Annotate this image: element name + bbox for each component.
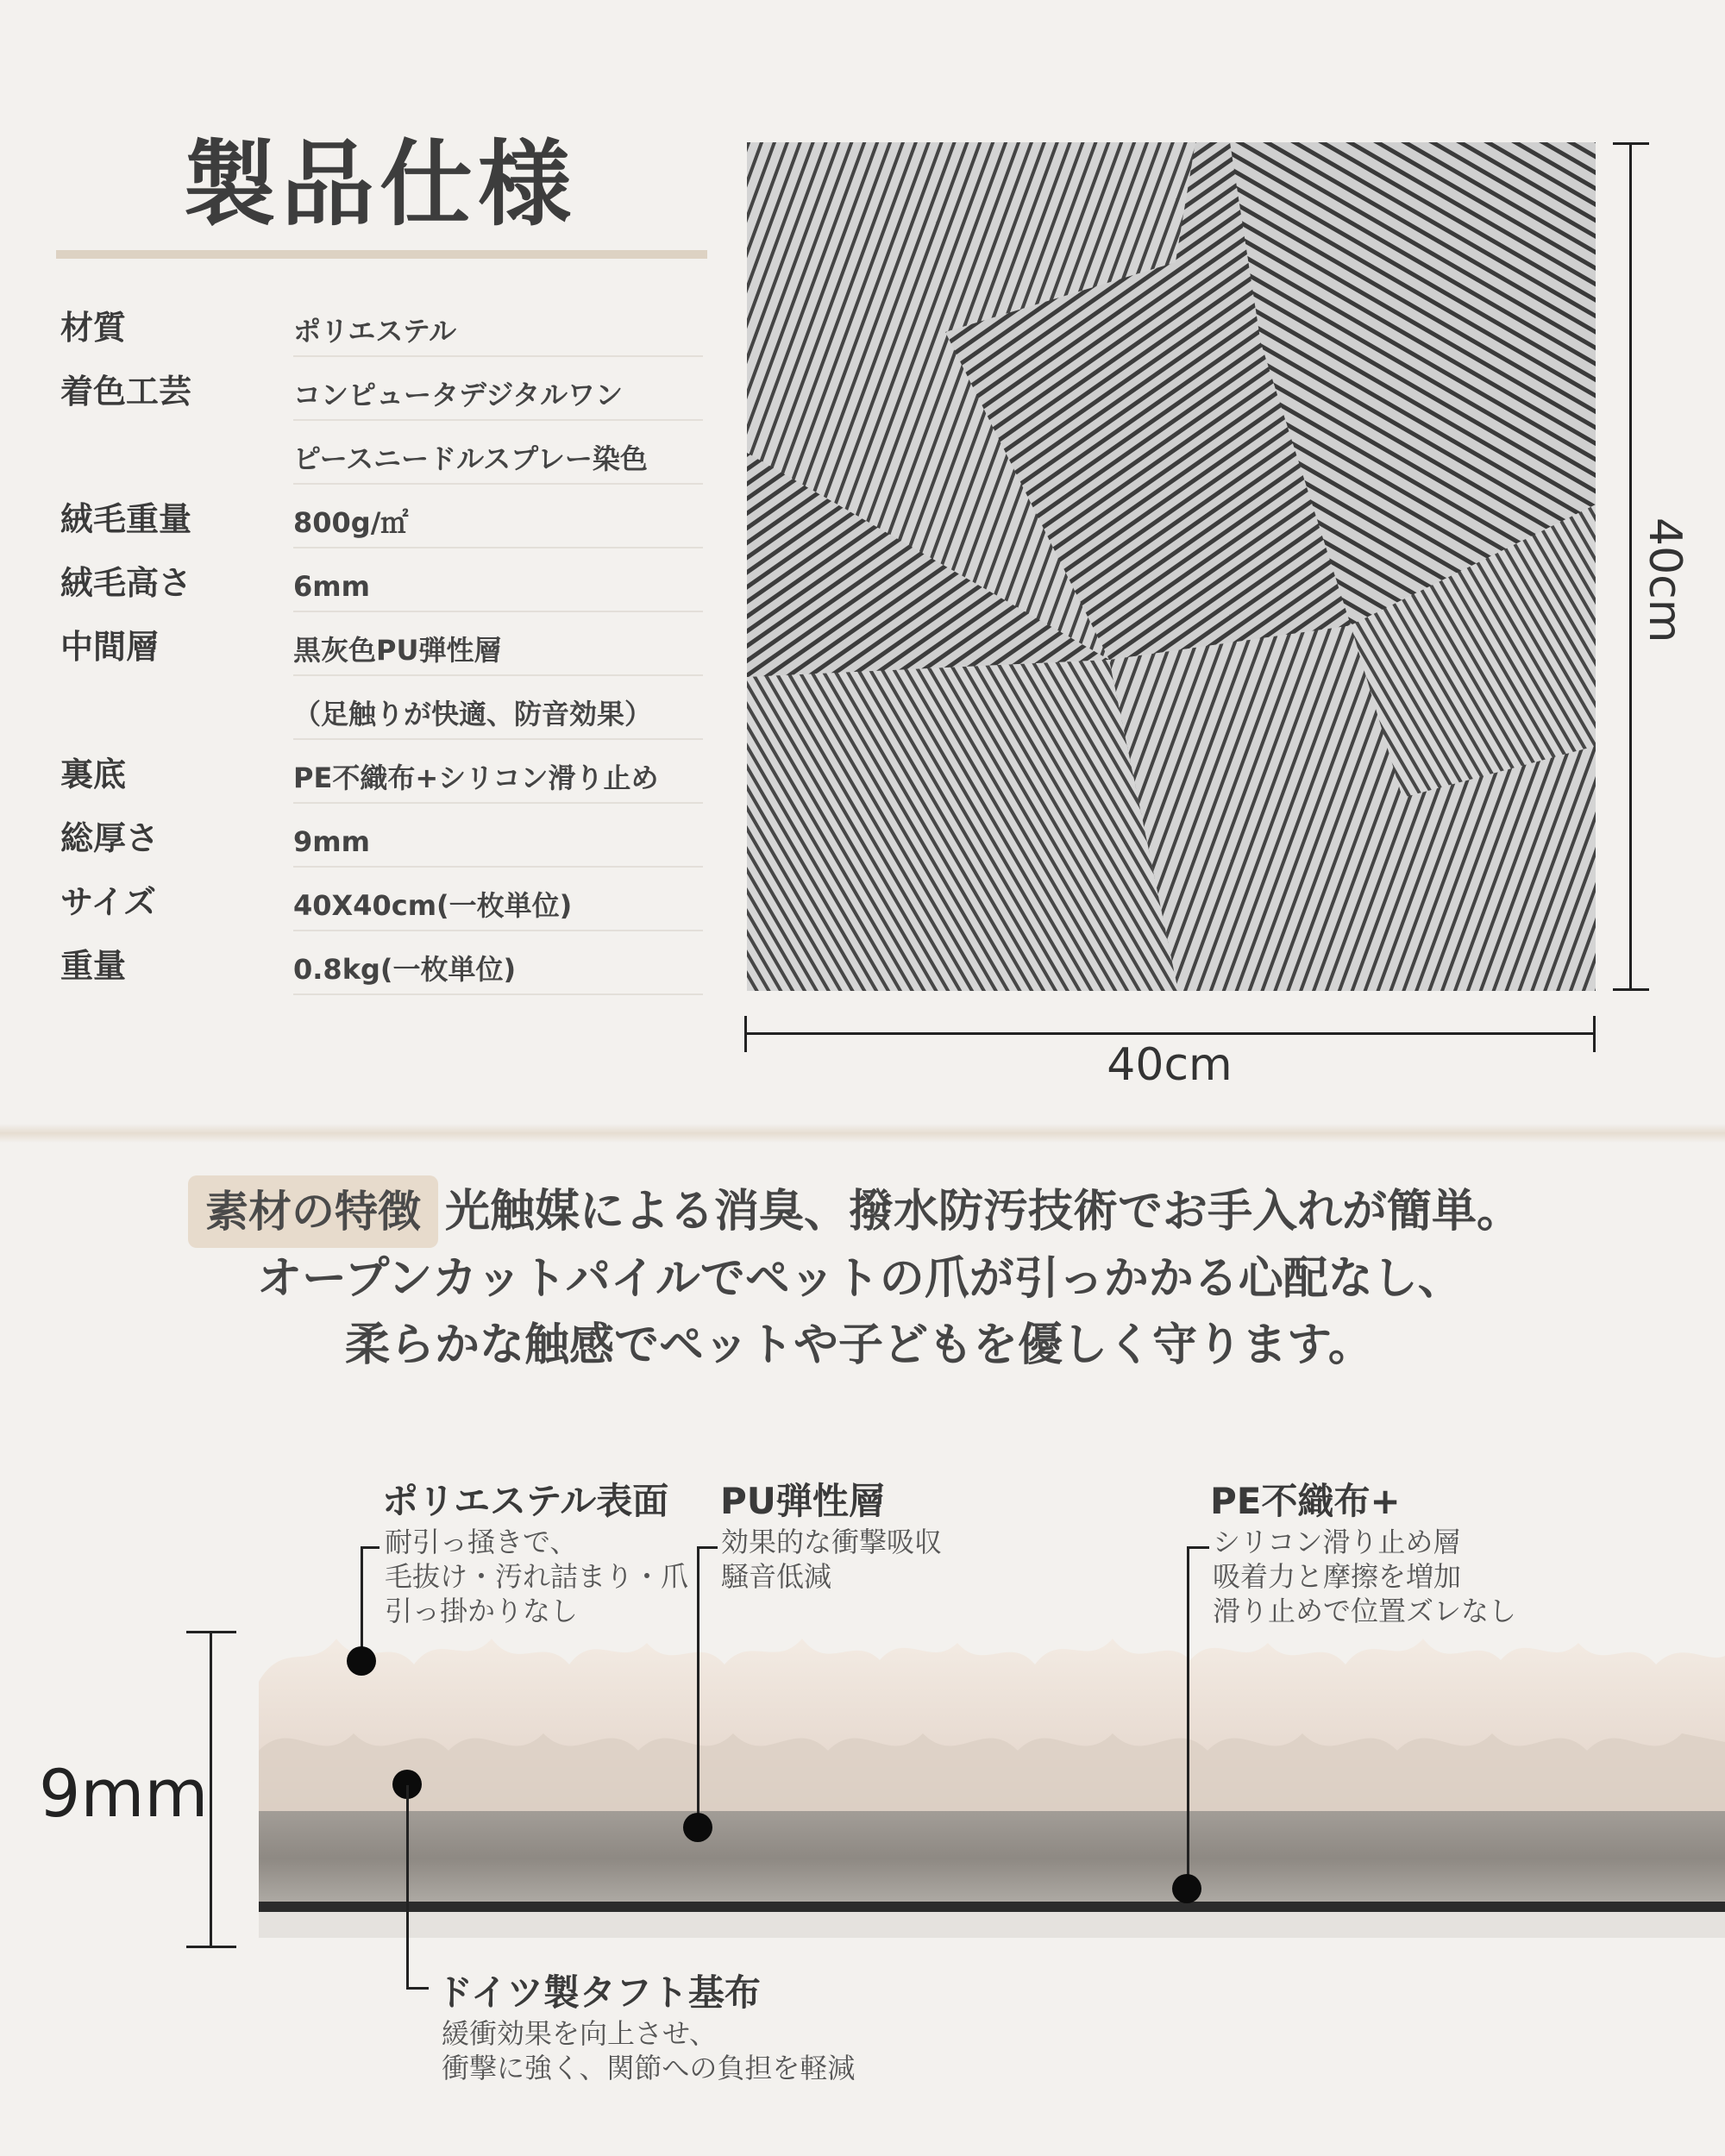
spec-row: [56, 676, 703, 740]
spec-row: [56, 293, 703, 357]
spec-value: コンピュータデジタルワン: [293, 371, 703, 421]
carpet-cross-section-image: [259, 1621, 1725, 1949]
pu-layer-title: PU弾性層: [720, 1480, 885, 1522]
surface-layer-desc: 引っ掛かりなし: [385, 1595, 579, 1627]
pe-layer-desc: 滑り止めで位置ズレなし: [1213, 1595, 1517, 1627]
pe-callout-line: [1187, 1546, 1209, 1549]
feature-line: 光触媒による消臭、撥水防汚技術でお手入れが簡単。: [445, 1186, 1522, 1238]
backing-callout-line: [406, 1785, 409, 1989]
backing-layer-title: ドイツ製タフト基布: [436, 1971, 761, 2014]
spec-label: 材質: [60, 309, 127, 347]
spec-row: [56, 740, 703, 804]
thickness-bracket-cap: [186, 1946, 236, 1948]
surface-callout-line: [361, 1546, 380, 1549]
thickness-bracket-line: [210, 1632, 212, 1947]
pu-callout-line: [697, 1546, 718, 1549]
spec-label: 着色工芸: [60, 373, 192, 411]
carpet-tile-image: [747, 142, 1596, 991]
spec-value: 6mm: [293, 562, 703, 612]
height-dimension-cap: [1613, 142, 1649, 145]
pu-marker-dot: [683, 1813, 712, 1842]
spec-value: ピースニードルスプレー染色: [293, 435, 703, 485]
spec-label: 裏底: [60, 755, 127, 793]
feature-tag: 素材の特徴: [188, 1175, 438, 1248]
pu-layer-desc: 効果的な衝撃吸収: [721, 1526, 943, 1558]
pe-callout-line: [1187, 1546, 1189, 1884]
width-dimension-line: [745, 1032, 1596, 1035]
spec-value: （足触りが快適、防音効果）: [293, 690, 703, 740]
title-underline: [56, 250, 707, 259]
pe-layer-title: PE不織布+: [1210, 1480, 1401, 1522]
spec-row: [56, 485, 703, 548]
backing-callout-line: [406, 1987, 429, 1990]
spec-value: 0.8kg(一枚単位): [293, 945, 703, 995]
width-dimension-cap: [744, 1016, 747, 1052]
spec-label: 総厚さ: [60, 819, 160, 857]
surface-marker-dot: [347, 1646, 376, 1676]
height-dimension-cap: [1613, 988, 1649, 991]
width-label: 40cm: [1107, 1039, 1233, 1091]
pu-layer-desc: 騒音低減: [721, 1560, 832, 1593]
backing-layer-desc: 衝撃に強く、関節への負担を軽減: [442, 2052, 856, 2084]
spec-row: [56, 421, 703, 485]
backing-layer-desc: 緩衝効果を向上させ、: [442, 2017, 718, 2050]
spec-row: [56, 868, 703, 931]
thickness-label: 9mm: [39, 1755, 209, 1832]
pe-layer-desc: シリコン滑り止め層: [1213, 1526, 1461, 1558]
spec-label: 絨毛高さ: [60, 564, 192, 602]
feature-line: 柔らかな触感でペットや子どもを優しく守ります。: [345, 1319, 1373, 1371]
spec-value: 800g/㎡: [293, 498, 703, 548]
thickness-bracket-cap: [186, 1631, 236, 1633]
spec-title: 製品仕様: [182, 131, 576, 239]
spec-label: 中間層: [60, 628, 160, 666]
pu-callout-line: [697, 1546, 699, 1821]
pe-marker-dot: [1172, 1874, 1201, 1903]
pe-layer-desc: 吸着力と摩擦を増加: [1213, 1560, 1462, 1593]
surface-layer-title: ポリエステル表面: [382, 1480, 669, 1522]
height-label: 40cm: [1639, 517, 1690, 643]
section-divider: [0, 1124, 1725, 1143]
spec-value: PE不織布+シリコン滑り止め: [293, 754, 703, 804]
spec-value: 40X40cm(一枚単位): [293, 881, 703, 931]
surface-callout-line: [361, 1546, 363, 1658]
width-dimension-cap: [1593, 1016, 1596, 1052]
surface-layer-desc: 毛抜け・汚れ詰まり・爪: [385, 1560, 689, 1593]
spec-row: [56, 357, 703, 421]
spec-value: ポリエステル: [293, 307, 703, 357]
spec-row: [56, 931, 703, 995]
spec-value: 9mm: [293, 818, 703, 868]
spec-label: 重量: [60, 947, 127, 985]
spec-row: [56, 804, 703, 868]
feature-line: オープンカットパイルでペットの爪が引っかかる心配なし、: [257, 1253, 1463, 1305]
surface-layer-desc: 耐引っ掻きで、: [385, 1526, 578, 1558]
spec-value: 黒灰色PU弾性層: [293, 626, 703, 676]
spec-row: [56, 548, 703, 612]
height-dimension-line: [1629, 142, 1632, 991]
spec-label: サイズ: [60, 883, 156, 921]
spec-label: 絨毛重量: [60, 500, 192, 538]
spec-row: [56, 612, 703, 676]
